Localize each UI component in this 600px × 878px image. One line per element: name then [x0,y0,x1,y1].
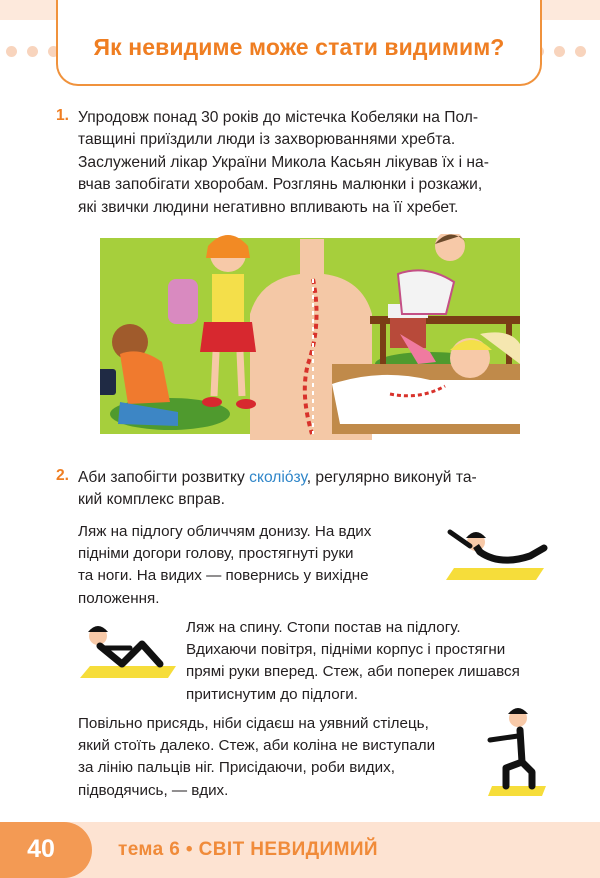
task-1-line: вчав запобігати хворобам. Розглянь малюнки і розкажи, [78,176,483,194]
exercise-line: та ноги. На видих — повернись у вихідне [78,567,369,585]
task-1-line: тавщині приїздили люди із захворюваннями хребта. [78,131,456,149]
task-2-text-after: , регулярно виконуй та- [306,469,477,486]
exercise-line: підводячись, — вдих. [78,781,229,799]
exercise-line: притиснутим до підлоги. [186,685,358,703]
task-1-text [78,107,548,219]
page-title: Як невидиме може стати видимим? [93,34,505,60]
prone-exercise-figure [440,522,550,584]
task-2-text-before: Аби запобігти розвитку [78,469,250,486]
exercise-2-text [186,617,548,706]
task-2-number: 2. [56,467,70,484]
task-2-line: кий комплекс вправ. [78,491,225,509]
spine-habits-illustration [100,234,520,440]
page-number: 40 [27,835,55,863]
exercise-line: який стоїть далеко. Стеж, аби коліна не виступали [78,737,436,755]
exercise-line: Вдихаючи повітря, підніми корпус і простягни [186,641,506,659]
exercise-line: Ляж на спину. Стопи постав на підлогу. [186,619,461,636]
decor-dots-left [6,46,59,57]
task-1-line: які звички людини негативно впливають на її хребет. [78,198,459,216]
task-1-number: 1. [56,107,70,124]
squat-exercise-figure [484,706,550,798]
task-2-text [78,467,548,512]
task-1-line: Заслужений лікар України Микола Касьян лікував їх і на- [78,153,489,171]
exercise-line: прямі руки вперед. Стеж, аби поперек лишався [186,663,520,681]
task-2-line [78,467,548,489]
footer-topic: тема 6 • СВІТ НЕВИДИМИЙ [118,839,378,860]
title-box [56,0,542,86]
exercise-line: Ляж на підлогу обличчям донизу. На вдих [78,523,372,540]
scoliosis-link[interactable]: сколіо́зу [249,469,307,486]
exercise-1-text [78,521,423,610]
exercise-line: Повільно присядь, ніби сідаєш на уявний стілець, [78,715,429,732]
task-1-line: Упродовж понад 30 років до містечка Кобеляки на Пол- [78,109,479,126]
exercise-line: за лінію пальців ніг. Присідаючи, роби видих, [78,759,395,777]
exercise-line: підніми догори голову, простягнуті руки [78,545,354,563]
exercise-line: положення. [78,589,160,607]
situp-exercise-figure [76,620,180,682]
exercise-3-text [78,713,470,802]
